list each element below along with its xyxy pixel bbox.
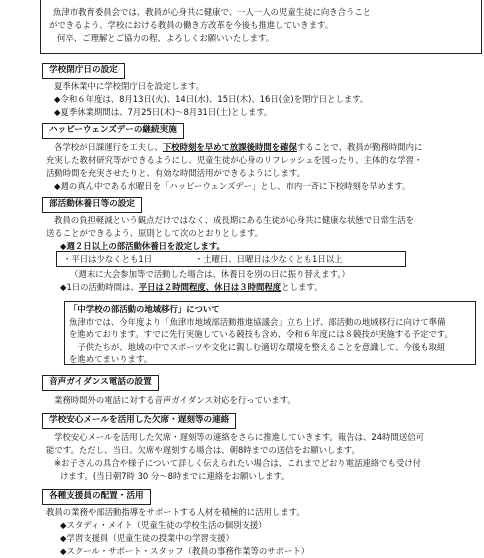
club-line-6-underlined: 平日は２時間程度、休日は３時間程度 (138, 282, 282, 292)
phone-line: 業務時間外の電話に対する音声ガイダンス対応を行っています。 (54, 395, 296, 405)
club-line-5: （週末に大会参加等で活動した場合は、休養日を別の日に振り替えます。） (70, 269, 350, 279)
club-section (46, 214, 478, 253)
club-line-1: 教員の負担軽減という観点だけではなく、成長期にある生徒が心身共に健康な状態で日常生活を (54, 215, 414, 225)
mail-section (46, 431, 478, 483)
club-line-6a: ◆1日の活動時間は、 (60, 282, 139, 292)
mail-line-4: けます。(当日朝7時 30 分～8時までに連絡をお願いします。 (60, 471, 290, 481)
mail-line-1: 学校安心メールを活用した欠席・遅刻等の連絡をさらに推進していきます。報告は、24時間送信可 (54, 432, 424, 442)
closure-line-1: 夏季休業中に学校閉庁日を設定します。 (54, 81, 205, 91)
happy-line-2: 充実した教材研究等ができるようにし、児童生徒が心身のリフレッシュを図ったり、主体的な学習・ (46, 155, 423, 165)
mail-heading: 学校安心メールを活用した欠席・遅刻等の連絡 (42, 413, 236, 429)
support-section (46, 506, 478, 558)
phone-section (46, 394, 478, 407)
support-line-1: 教員の業務や部活動指導をサポートする人材を積極的に活用します。 (46, 507, 305, 517)
closure-heading: 学校閉庁日の設定 (42, 63, 125, 79)
happy-line-3: 活動時間を充実させたりと、有効な時間活用ができるようにします。 (46, 168, 305, 178)
happy-heading: ハッピーウェンズデーの継続実施 (42, 123, 184, 139)
happy-line-1a: 各学校が日課運行を工夫し、 (54, 142, 163, 152)
intro-box (40, 0, 482, 54)
club-line-3: ◆週２日以上の部活動休養日を設定します。 (60, 241, 225, 251)
support-line-3: ◆学習支援員（児童生徒の授業中の学習支援） (60, 533, 234, 543)
club-line-2: 送ることができるよう、原則として次のとおりとします。 (46, 228, 264, 238)
regional-title: 「中学校の部活動の地域移行」について (69, 304, 220, 314)
intro-line-2: ができるよう、学校における教員の働き方改革を今後も推進していきます。 (49, 20, 334, 30)
support-line-2: ◆スタディ・メイト（児童生徒の学校生活の個別支援） (60, 520, 267, 530)
mail-line-2: 能です。ただし、当日、欠席や遅刻する場合は、朝8時までの送信をお願いします。 (46, 445, 360, 455)
happy-line-4: ◆週の真ん中である水曜日を「ハッピーウェンズデー」とし、市内一斉に下校時刻を早めます。 (54, 181, 411, 191)
mail-line-3: ※お子さんの具合や様子について詳しく伝えられたい場合は、これまでどおり電話連絡でも受け付 (54, 458, 421, 468)
intro-line-1: 魚津市教育委員会では、教員が心身共に健康で、一人一人の児童生徒に向き合うこと (53, 7, 372, 17)
closure-line-3: ◆夏季休業期間は、7月25日(木)～8月31日(土)とします。 (54, 107, 273, 117)
happy-line-1-underlined: 下校時刻を早めて放課後時間を確保 (162, 142, 297, 152)
regional-line-4: を進めてまいります。 (69, 354, 153, 364)
regional-line-2: を進めております。すでに先行実施している競技も含め、令和６年度には８競技が実施する予定です。 (69, 329, 453, 339)
closure-section (46, 80, 478, 119)
club-section-2 (46, 268, 478, 294)
support-heading: 各種支援員の配置・活用 (42, 489, 151, 505)
closure-line-2: ◆令和６年度は、8月13日(火)、14日(水)、15日(木)、16日(金)を閉庁日とします。 (54, 94, 369, 104)
phone-heading: 音声ガイダンス電話の設置 (42, 375, 159, 391)
happy-section (46, 141, 478, 193)
club-heading: 部活動休養日等の設定 (42, 197, 142, 213)
happy-line-1 (46, 141, 478, 154)
regional-box (64, 301, 476, 365)
intro-line-3: 何卒、ご理解とご協力の程、よろしくお願いいたします。 (57, 33, 275, 43)
support-line-4: ◆スクール・サポート・スタッフ（教員の事務作業等のサポート） (60, 546, 310, 556)
regional-line-1: 魚津市では、今年度より「魚津市地域部活動推進協議会」立ち上げ、部活動の地域移行に向けて準備 (69, 316, 446, 327)
happy-line-1c: することで、教員が勤務時間内に (296, 142, 423, 152)
club-weekend-rule: ・土曜日、日曜日は少なくとも1日以上 (194, 254, 343, 264)
club-weekday-rule: ・平日は少なくとも1日 (63, 254, 153, 264)
club-line-6c: とします。 (281, 282, 323, 292)
regional-line-3: 子供たちが、地域の中でスポーツや文化に親しむ適切な環境を整えることを意識して、今後も取組 (69, 341, 446, 352)
club-days-box (56, 251, 406, 267)
club-line-6 (46, 281, 478, 294)
